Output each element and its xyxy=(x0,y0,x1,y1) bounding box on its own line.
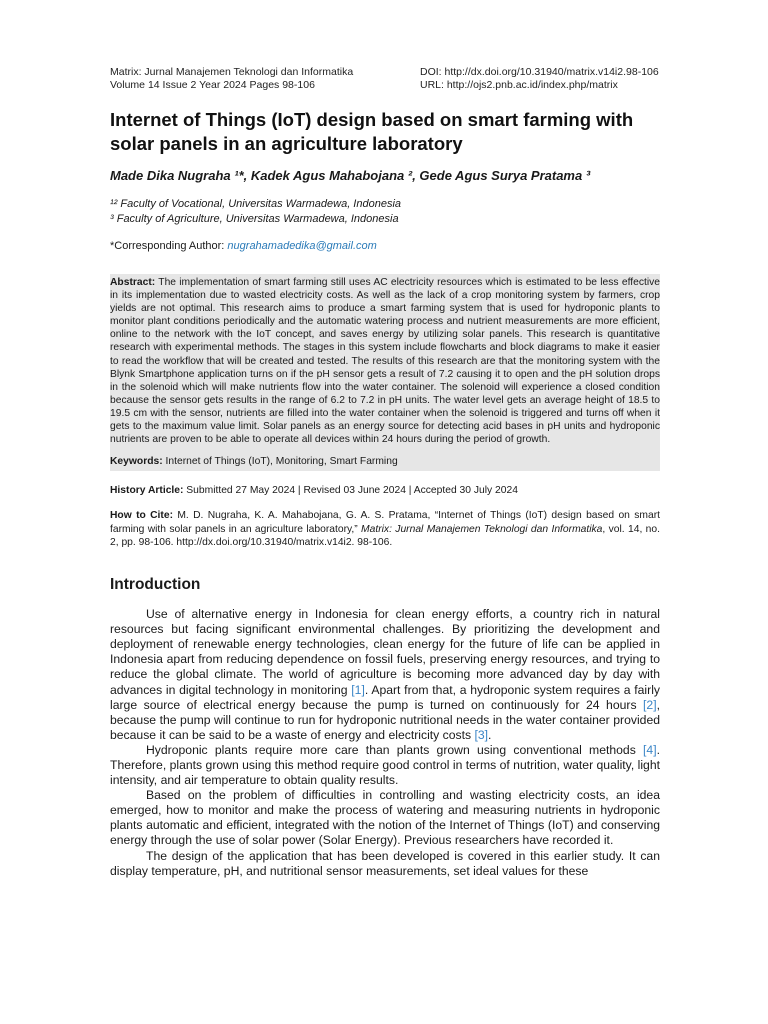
author-email-link[interactable]: nugrahamadedika@gmail.com xyxy=(227,240,377,252)
citation-link-3[interactable]: [3] xyxy=(474,727,489,742)
history-text: Submitted 27 May 2024 | Revised 03 June 2024 | Accepted 30 July 2024 xyxy=(183,485,518,497)
paper-title: Internet of Things (IoT) design based on smart farming with solar panels in an agriculture laboratory xyxy=(110,109,634,154)
affiliation-1: ¹² Faculty of Vocational, Universitas Warmadewa, Indonesia xyxy=(110,198,402,210)
paragraph-text: . Therefore, plants grown using this method require good control in terms of nutrition, water quality, light intensity, and air temperature to obtain quality results. xyxy=(110,742,660,788)
journal-header xyxy=(110,66,660,92)
paragraph-1 xyxy=(110,607,660,743)
abstract-box xyxy=(110,274,660,471)
abstract-label: Abstract: xyxy=(110,277,156,288)
journal-volume: Volume 14 Issue 2 Year 2024 Pages 98-106 xyxy=(110,79,315,91)
paragraph-text: Use of alternative energy in Indonesia for clean energy efforts, a country rich in natural resources but facing significant environmental challenges. By prioritizing the development and deployment of renewable energy technologies, clean energy for the future of life can be applied in Indonesia apart from reducing dependence on fossil fuels, preserving energy resources, and trying to reduce the global climate. The world of agriculture is becoming more advanced day by day with advances in digital technology in monitoring xyxy=(110,607,660,697)
paper-page xyxy=(110,66,660,879)
how-to-cite xyxy=(110,509,660,549)
affiliations xyxy=(110,197,660,227)
paragraph-2 xyxy=(110,743,660,788)
journal-links xyxy=(420,66,660,92)
url-line: URL: http://ojs2.pnb.ac.id/index.php/matrix xyxy=(420,79,618,91)
keywords-label: Keywords: xyxy=(110,456,163,468)
doi-line: DOI: http://dx.doi.org/10.31940/matrix.v14i2.98-106 xyxy=(420,66,659,78)
introduction-heading: Introduction xyxy=(110,576,201,594)
paragraph-text: . Apart from that, a hydroponic system requires a fairly large source of electrical energy because the pump is turned on continuously for 24 hours xyxy=(110,682,661,712)
paragraph-3: Based on the problem of difficulties in controlling and wasting electricity costs, an idea emerged, how to monitor and make the process of watering and measuring nutrients in hydroponic plants automatic and efficient, integrated with the notion of the Internet of Things (IoT) and conserving energy through the use of solar power (Solar Energy). Previous researchers have recorded it. xyxy=(110,788,660,848)
keywords xyxy=(110,455,660,468)
cite-label: How to Cite: xyxy=(110,510,173,522)
paragraph-4: The design of the application that has been developed is covered in this earlier study. It can display temperature, pH, and nutritional sensor measurements, set ideal values for these xyxy=(110,848,660,878)
history-article xyxy=(110,484,660,497)
paragraph-text: . xyxy=(488,727,492,742)
introduction-body xyxy=(110,607,660,879)
citation-link-1[interactable]: [1] xyxy=(351,682,365,697)
paragraph-text: , because the pump will continue to run for hydroponic nutritional needs in the water container provided because it can be said to be a waste of energy and electricity costs xyxy=(110,697,660,742)
cite-text: M. D. Nugraha, K. A. Mahabojana, G. A. S. Pratama, “Internet of Things (IoT) design based on smart farming with solar panels in an agriculture laboratory,” xyxy=(110,510,660,535)
affiliation-2: ³ Faculty of Agriculture, Universitas Warmadewa, Indonesia xyxy=(110,213,399,225)
citation-link-4[interactable]: [4] xyxy=(643,742,657,757)
abstract-text: The implementation of smart farming still uses AC electricity resources which is estimated to be less effective in its implementation due to wasted electricity costs. As well as the lack of a crop monitoring system by farmers, crop yields are not optimal. This research aims to produce a smart farming system that is used for hydroponic plants to monitor plant conditions periodically and the automatic watering process and nutrient measurements are more efficient, online to the network with the IoT concept, and saves energy by utilizing solar panels. This research is quantitative research with experimental methods. The stages in this system include flowcharts and block diagrams to make it easier to read the workflow that will be created and tested. The results of this research are that the monitoring system with the Blynk Smartphone application turns on if the pH sensor gets a result of 7.2 causing it to open and the pH solution drops in the solenoid which will make nutrients flow into the water container. The solenoid will experience a closed condition because the sensor gets results in the range of 6.2 to 7.2 in pH units. The water level gets an average height of 18.5 to 19.5 cm with the sensor, nutrients are filled into the water container when the solenoid is triggered and turns off when it gets to the maximum value limit. Solar panels as an energy source for detecting acid bases in pH units and hydroponic nutrients are proven to be able to operate all devices within 24 hours during the period of growth. xyxy=(110,277,660,446)
corresponding-author xyxy=(110,239,660,254)
keywords-text: Internet of Things (IoT), Monitoring, Smart Farming xyxy=(162,456,398,468)
cite-details: , vol. 14, no. 2, pp. 98-106. http://dx.doi.org/10.31940/matrix.v14i2. 98-106. xyxy=(110,523,660,548)
journal-info xyxy=(110,66,420,92)
abstract xyxy=(110,276,660,446)
corresponding-label: *Corresponding Author: xyxy=(110,240,228,252)
citation-link-2[interactable]: [2] xyxy=(643,697,657,712)
cite-journal: Matrix: Jurnal Manajemen Teknologi dan Informatika xyxy=(361,523,603,535)
journal-name: Matrix: Jurnal Manajemen Teknologi dan Informatika xyxy=(110,66,354,78)
history-label: History Article: xyxy=(110,485,184,497)
author-list: Made Dika Nugraha ¹*, Kadek Agus Mahabojana ², Gede Agus Surya Pratama ³ xyxy=(110,168,591,183)
paragraph-text: Hydroponic plants require more care than plants grown using conventional methods xyxy=(146,742,644,757)
